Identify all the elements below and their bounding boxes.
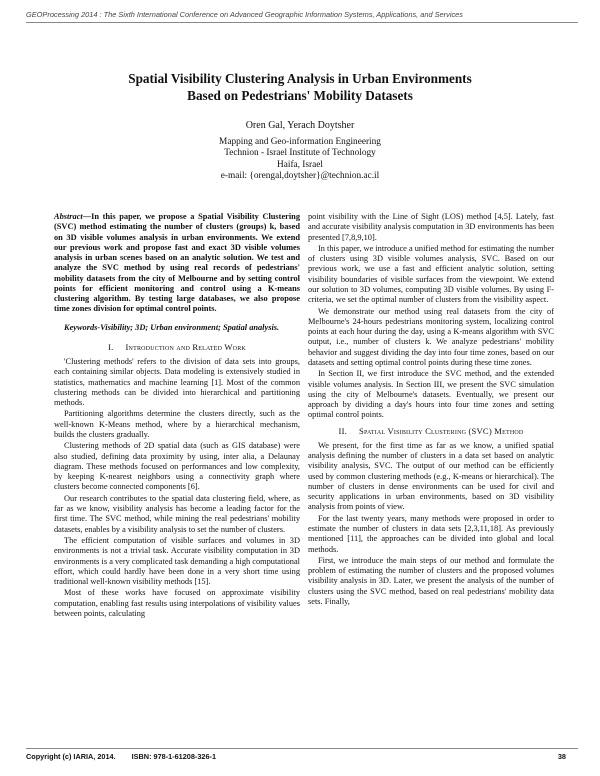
paragraph: We demonstrate our method using real datasets from the city of Melbourne's 24-hours pedestrians monitoring system, localizing control points at each hour during the day, using a K-means algorithm with SVC output, i.e., number of clusters k. We analyze pedestrians' mobility behavior and suggest dividing the day into four time zones, based on our datasets and setting optimal control points during these time zones. [308,306,554,367]
author-names: Oren Gal, Yerach Doytsher [245,120,355,131]
abstract [54,212,300,315]
title-block [0,70,600,104]
affiliation-city: Haifa, Israel [277,159,323,170]
paragraph: We present, for the first time as far as we know, a unified spatial analysis defining the number of clusters in a data set based on analytic visibility analysis, SVC. The output of our method can be efficiently used by common clustering methods (e.g., K-means or hierarchical). The number of clusters in dense environments can be used for civil and security applications in urban environments, based on 3D visibility analysis from points of view. [308,440,554,512]
author-email: e-mail: {orengal,doytsher}@technion.ac.il [220,171,380,182]
section-2-title: Spatial Visibility Clustering (SVC) Method [359,425,524,436]
paragraph: Partitioning algorithms determine the clusters directly, such as the well-known K-Means method, where by a hierarchical mechanism, builds the clusters gradually. [54,409,300,439]
affiliation-institute: Technion - Israel Institute of Technology [224,148,376,159]
header-rule [26,22,578,23]
abstract-body: —In this paper, we propose a Spatial Visibility Clustering (SVC) method estimating the number of clusters (groups) k, based on 3D visible volumes analysis in urban environments. We extend our previous work and propose fast and exact 3D visible volumes analysis in urban scenes based on an analytic solution. We test and analyze the SVC method by using real records of pedestrians' mobility datasets from the city of Melbourne and by setting control points for efficient monitoring and control using a K-means clustering algorithm. By testing large databases, we also propose time zones division for optimal control points. [54,212,300,314]
affiliation-department: Mapping and Geo-information Engineering [219,136,381,147]
footer [26,752,578,761]
section-1-number: I. [108,341,114,352]
page-number: 38 [557,752,566,761]
paragraph: The efficient computation of visible surfaces and volumes in 3D environments is not a trivial task. Accurate visibility computation in 3D environments is a very complicated task demanding a high computational effort, which could hardly have been done in a very short time using traditional well-known visibility methods [15]. [54,536,300,586]
paragraph: In this paper, we introduce a unified method for estimating the number of clusters using 3D visible volumes analysis, SVC. Based on our previous work, we use a fast and efficient analytic solution, setting visibility boundaries of visible surfaces from the viewpoint. We extend our solution to 3D volumes, computing 3D visible volumes. By using F-criteria, we set the optimal number of clusters from the visibility aspect. [308,243,555,305]
footer-rule [26,748,578,749]
abstract-lead: Abstract [54,212,83,221]
paragraph: Most of these works have focused on approximate visibility computation, enabling fast results using interpolations of visibility values between points, calculating [54,588,300,618]
running-header: GEOProcessing 2014 : The Sixth International Conference on Advanced Geographic Information Systems, Applications, and Services [26,10,463,19]
keywords: Keywords-Visibility; 3D; Urban environment; Spatial analysis. [64,322,280,332]
paragraph: 'Clustering methods' refers to the division of data sets into groups, each containing similar objects. Data modeling is extensively studied in statistics, mathematics and machine learning [1]. Most of the common clustering methods can be divided into hierarchical and partitioning methods. [54,357,300,407]
paragraph: Clustering methods of 2D spatial data (such as GIS database) were also studied, defining data proximity by using, inter alia, a Delaunay diagram. These methods focused on performances and low complexity, by keeping K-nearest neighbors using a connectivity graph where clusters become connected components [6]. [54,441,300,492]
left-column [54,212,300,620]
copyright: Copyright (c) IARIA, 2014. [26,752,116,761]
paragraph: Our research contributes to the spatial data clustering field, where, as far as we know, visibility analysis has become a leading factor for the first time. The SVC method, while mining the real pedestrians' mobility datasets, enables by a visibility analysis to set the number of clusters. [54,493,300,534]
paragraph: point visibility with the Line of Sight (LOS) method [4,5]. Lately, fast and accurate visibility analysis computation in 3D environments has been presented [7,8,9,10]. [308,212,554,242]
isbn: ISBN: 978-1-61208-326-1 [131,752,217,761]
paragraph: First, we introduce the main steps of our method and formulate the problem of estimating the number of clusters and the proposed volumes visibility analysis in 3D. Later, we present the analysis of the number of clusters using the SVC method, based on real pedestrians' mobility data sets. Finally, [308,555,554,606]
title-line-1: Spatial Visibility Clustering Analysis in Urban Environments [128,71,472,86]
section-2-number: II. [338,425,348,436]
section-1-title: Introduction and Related Work [125,341,246,352]
paragraph: In Section II, we first introduce the SVC method, and the extended visible volumes analysis. In Section III, we present the SVC simulation using the city of Melbourne's datasets. Eventually, we present our approach by dividing a day's hours into four time zones and setting optimal control points. [308,369,554,420]
paragraph: For the last twenty years, many methods were proposed in order to estimate the number of clusters in data sets [2,3,11,18]. As previously mentioned [11], the approaches can be divided into global and local methods. [308,513,554,554]
title-line-2: Based on Pedestrians' Mobility Datasets [187,88,413,103]
paper-title [0,70,600,104]
section-heading-1 [54,342,300,352]
section-heading-2 [308,426,554,436]
footer-left [26,752,230,761]
right-column [308,212,554,608]
author-block [0,120,600,183]
